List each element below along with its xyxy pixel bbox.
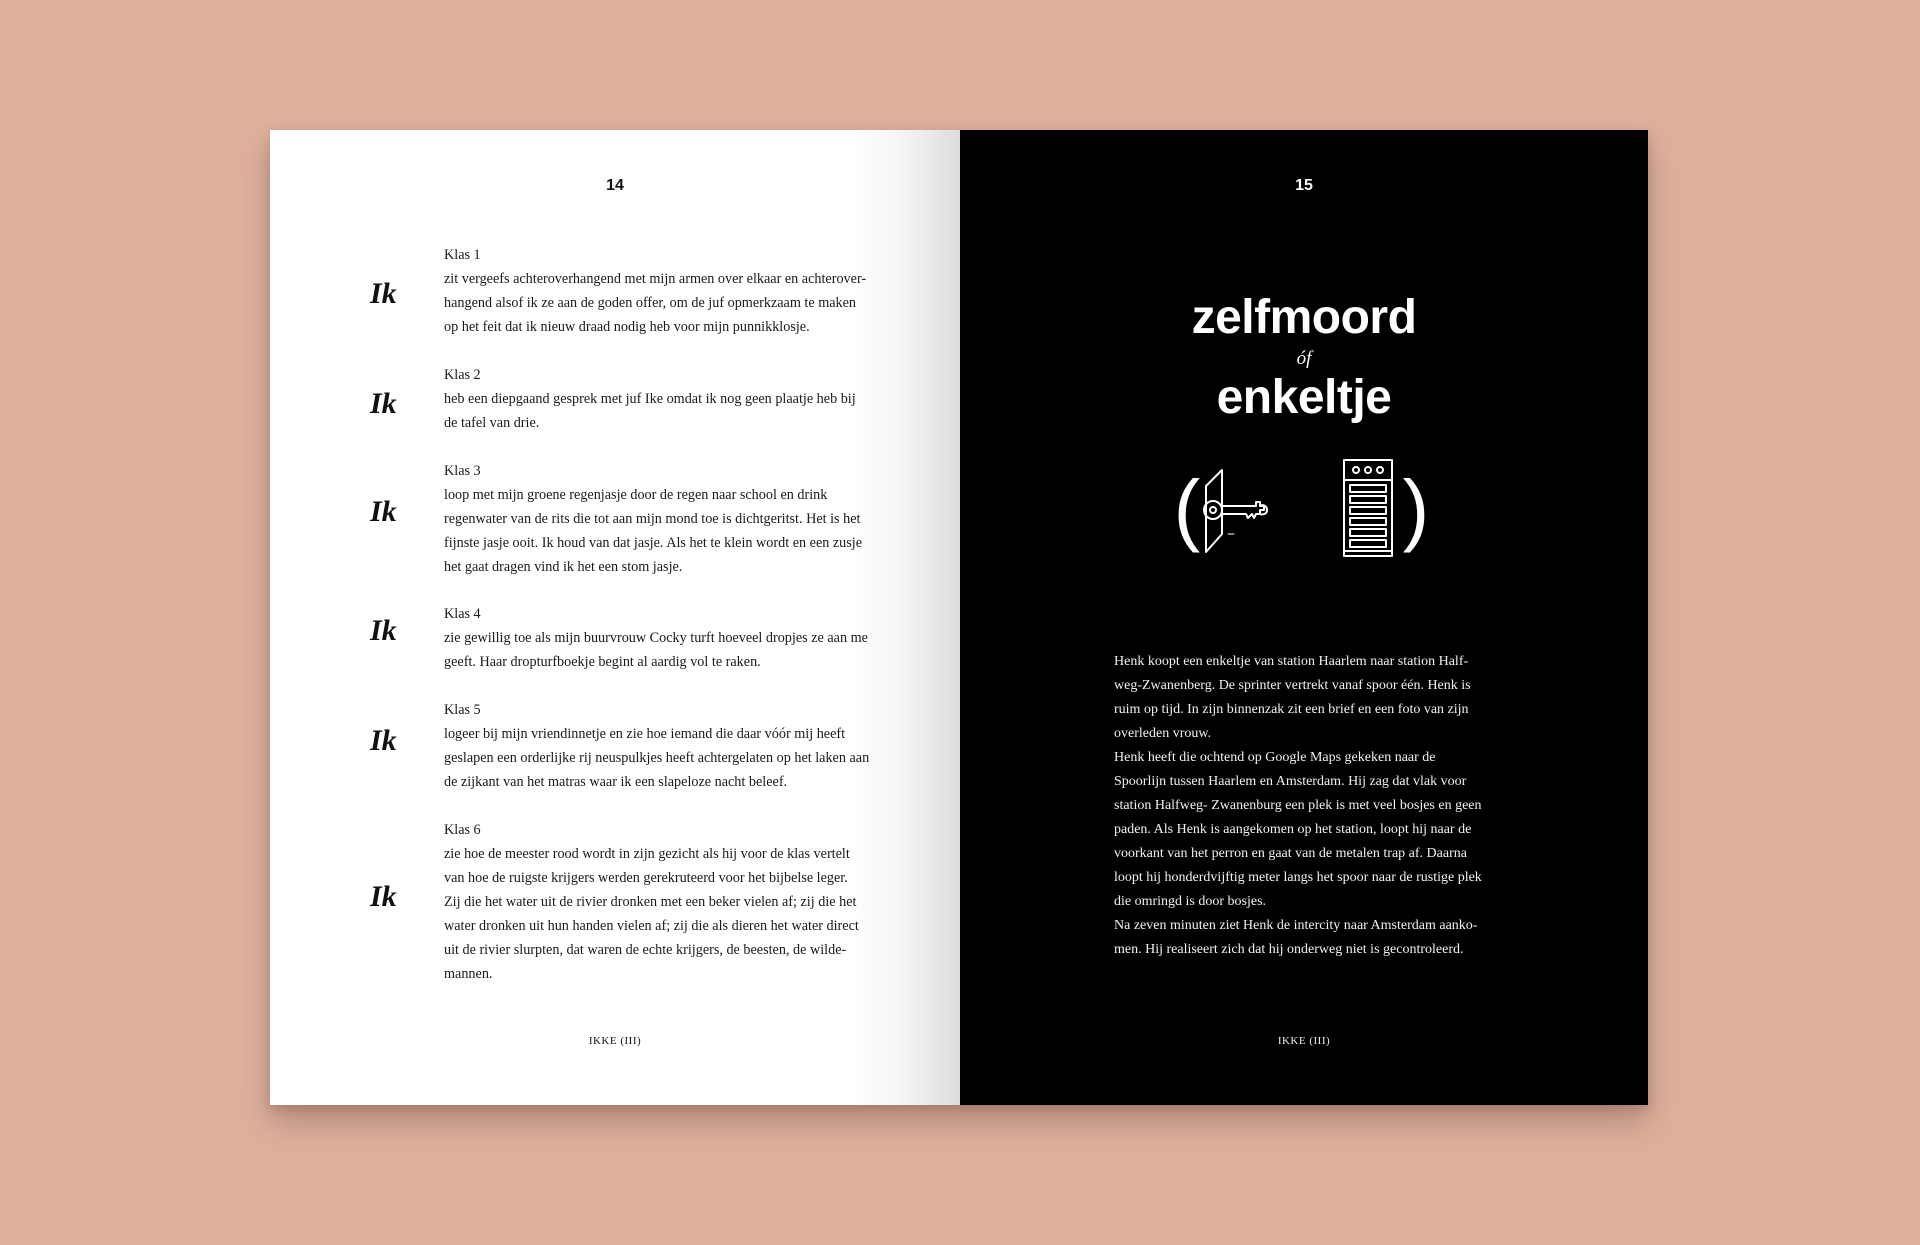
title-line-2: enkeltje <box>1216 371 1392 424</box>
entry-line: zie hoe de meester rood wordt in zijn gezicht als hij voor de klas vertelt <box>444 846 850 862</box>
body-line: loopt hij honderdvijftig meter langs het spoor naar de rustige plek <box>1114 870 1482 885</box>
left-page <box>270 130 960 1105</box>
entry-line: zie gewillig toe als mijn buurvrouw Cocky turft hoeveel dropjes ze aan me <box>444 630 868 646</box>
running-footer-right: IKKE (III) <box>1277 1035 1331 1047</box>
right-page <box>960 130 1648 1105</box>
body-line: Spoorlijn tussen Haarlem en Amsterdam. Hij zag dat vlak voor <box>1114 774 1467 789</box>
body-line: men. Hij realiseert zich dat hij onderweg niet is gecontroleerd. <box>1114 942 1464 957</box>
body-line: paden. Als Henk is aangekomen op het station, loopt hij naar de <box>1114 822 1472 837</box>
entry-heading: Klas 3 <box>444 463 481 479</box>
open-paren: ( <box>1173 464 1201 553</box>
body-line: Na zeven minuten ziet Henk de intercity naar Amsterdam aanko- <box>1114 918 1478 933</box>
body-line: weg-Zwanenberg. De sprinter vertrekt vanaf spoor één. Henk is <box>1114 678 1471 693</box>
entry-heading: Klas 4 <box>444 606 481 622</box>
entry-line: Zij die het water uit de rivier dronken met een beker vielen af; zij die het <box>444 894 857 910</box>
entry-line: loop met mijn groene regenjasje door de regen naar school en drink <box>444 487 828 503</box>
running-footer-left: IKKE (III) <box>588 1035 642 1047</box>
entry-text <box>444 243 884 339</box>
entry-line: zit vergeefs achteroverhangend met mijn armen over elkaar en achterover- <box>444 271 867 287</box>
entry-heading: Klas 6 <box>444 822 481 838</box>
title-line-1: zelfmoord <box>1191 291 1417 344</box>
ik-marker: Ik <box>370 277 397 310</box>
body-line: voorkant van het perron en gaat van de metalen trap af. Daarna <box>1114 846 1467 861</box>
ik-marker: Ik <box>370 387 397 420</box>
entry-heading: Klas 2 <box>444 367 481 383</box>
entry-text <box>444 363 884 435</box>
entry-line: geslapen een orderlijke rij neuspulkjes heeft achtergelaten op het laken aan <box>444 750 870 766</box>
entry-line: uit de rivier slurpten, dat waren de echte krijgers, de beesten, de wilde- <box>444 942 847 958</box>
page-number-right: 15 <box>1295 177 1313 194</box>
entry-line: mannen. <box>444 966 493 982</box>
page-number-left: 14 <box>606 177 624 194</box>
entry-text <box>444 818 884 986</box>
body-line: ruim op tijd. In zijn binnenzak zit een brief en een foto van zijn <box>1114 702 1469 717</box>
entry-line: logeer bij mijn vriendinnetje en zie hoe iemand die daar vóór mij heeft <box>444 726 846 742</box>
railway-timetable-icon <box>1344 460 1392 556</box>
entry-heading: Klas 1 <box>444 247 481 263</box>
entry-text <box>444 459 884 579</box>
illustration <box>960 448 1648 558</box>
ik-marker: Ik <box>370 724 397 757</box>
close-paren: ) <box>1402 464 1430 553</box>
body-line: Henk koopt een enkeltje van station Haarlem naar station Half- <box>1114 654 1469 669</box>
entry-line: geeft. Haar dropturfboekje begint al aardig vol te raken. <box>444 654 761 670</box>
entry-line: de tafel van drie. <box>444 415 540 431</box>
entry-line: hangend alsof ik ze aan de goden offer, om de juf opmerkzaam te maken <box>444 295 857 311</box>
ik-marker: Ik <box>370 880 397 913</box>
entry-line: fijnste jasje ooit. Ik houd van dat jasje. Als het te klein wordt en een zusje <box>444 535 863 551</box>
body-line: Henk heeft die ochtend op Google Maps gekeken naar de <box>1114 750 1436 765</box>
entry-line: regenwater van de rits die tot aan mijn mond toe is dichtgeritst. Het is het <box>444 511 861 527</box>
key-in-door-icon <box>1204 470 1267 552</box>
book-spread <box>270 130 1648 1105</box>
entry-line: van hoe de ruigste krijgers werden gerekruteerd voor het bijbelse leger. <box>444 870 848 886</box>
entry-text <box>444 602 884 674</box>
story-body <box>1114 650 1514 962</box>
ik-marker: Ik <box>370 495 397 528</box>
entry-text <box>444 698 884 794</box>
body-line: station Halfweg- Zwanenburg een plek is met veel bosjes en geen <box>1114 798 1482 813</box>
entry-line: de zijkant van het matras waar ik een slapeloze nacht beleef. <box>444 774 788 790</box>
body-line: die omringd is door bosjes. <box>1114 894 1267 909</box>
ik-marker: Ik <box>370 614 397 647</box>
entry-line: heb een diepgaand gesprek met juf Ike omdat ik nog geen plaatje heb bij <box>444 391 856 407</box>
entry-heading: Klas 5 <box>444 702 481 718</box>
entry-line: het gaat dragen vind ik het een stom jasje. <box>444 559 683 575</box>
body-line: overleden vrouw. <box>1114 726 1212 741</box>
entry-line: op het feit dat ik nieuw draad nodig heb voor mijn punnikklosje. <box>444 319 810 335</box>
title-connector: óf <box>1296 348 1312 369</box>
entry-line: water dronken uit hun handen vielen af; zij die als dieren het water direct <box>444 918 859 934</box>
